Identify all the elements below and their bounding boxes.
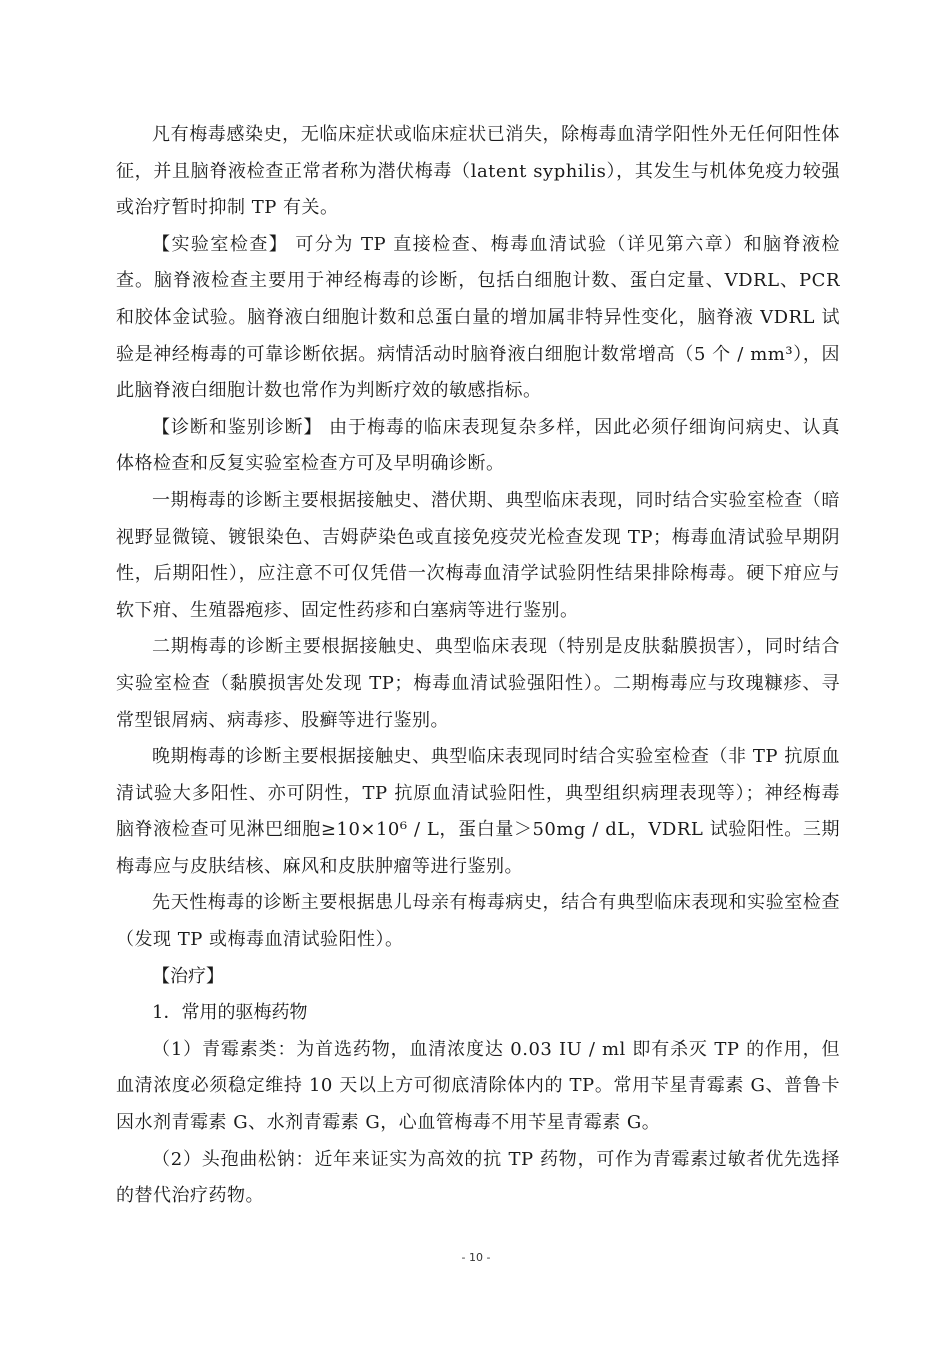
paragraph-latent-syphilis: 凡有梅毒感染史，无临床症状或临床症状已消失，除梅毒血清学阳性外无任何阳性体征，并且脑脊液检查正常者称为潜伏梅毒（latent syphilis），其发生与机体免疫力较强或治疗暂时抑制 TP 有关。 bbox=[116, 124, 840, 219]
paragraph-secondary-syphilis: 二期梅毒的诊断主要根据接触史、典型临床表现（特别是皮肤黏膜损害），同时结合实验室检查（黏膜损害处发现 TP；梅毒血清试验强阳性）。二期梅毒应与玫瑰糠疹、寻常型银屑病、病毒疹、股癣等进行鉴别。 bbox=[116, 636, 840, 731]
section-heading-treatment: 【治疗】 bbox=[152, 965, 224, 987]
page-number: - 10 - bbox=[461, 1251, 491, 1264]
paragraph-lab-tests: 【实验室检查】 可分为 TP 直接检查、梅毒血清试验（详见第六章）和脑脊液检查。脑脊液检查主要用于神经梅毒的诊断，包括白细胞计数、蛋白定量、VDRL、PCR 和胶体金试验。脑脊液白细胞计数和总蛋白量的增加属非特异性变化，脑脊液 VDRL 试验是神经梅毒的可靠诊断依据。病情活动时脑脊液白细胞计数常增高（5 个 / mm³），因此脑脊液白细胞计数也常作为判断疗效的敏感指标。 bbox=[116, 233, 840, 402]
paragraph-congenital-syphilis: 先天性梅毒的诊断主要根据患儿母亲有梅毒病史，结合有典型临床表现和实验室检查（发现 TP 或梅毒血清试验阳性）。 bbox=[116, 892, 840, 951]
paragraph-late-syphilis: 晚期梅毒的诊断主要根据接触史、典型临床表现同时结合实验室检查（非 TP 抗原血清试验大多阳性、亦可阴性，TP 抗原血清试验阳性，典型组织病理表现等）；神经梅毒脑脊液检查可见淋巴细胞≥10×10⁶ / L，蛋白量＞50mg / dL，VDRL 试验阳性。三期梅毒应与皮肤结核、麻风和皮肤肿瘤等进行鉴别。 bbox=[116, 746, 840, 877]
subheading-common-drugs: 1．常用的驱梅药物 bbox=[152, 1002, 308, 1024]
paragraph-penicillin: （1）青霉素类：为首选药物，血清浓度达 0.03 IU / ml 即有杀灭 TP 的作用，但血清浓度必须稳定维持 10 天以上方可彻底清除体内的 TP。常用苄星青霉素 G、普鲁卡因水剂青霉素 G、水剂青霉素 G，心血管梅毒不用苄星青霉素 G。 bbox=[116, 1038, 840, 1134]
paragraph-diagnosis-intro: 【诊断和鉴别诊断】 由于梅毒的临床表现复杂多样，因此必须仔细询问病史、认真体格检查和反复实验室检查方可及早明确诊断。 bbox=[116, 416, 840, 475]
page-body bbox=[116, 117, 840, 1215]
paragraph-primary-syphilis: 一期梅毒的诊断主要根据接触史、潜伏期、典型临床表现，同时结合实验室检查（暗视野显微镜、镀银染色、吉姆萨染色或直接免疫荧光检查发现 TP；梅毒血清试验早期阴性，后期阳性），应注意不可仅凭借一次梅毒血清学试验阴性结果排除梅毒。硬下疳应与软下疳、生殖器疱疹、固定性药疹和白塞病等进行鉴别。 bbox=[116, 489, 840, 621]
paragraph-ceftriaxone: （2）头孢曲松钠：近年来证实为高效的抗 TP 药物，可作为青霉素过敏者优先选择的替代治疗药物。 bbox=[116, 1148, 840, 1207]
